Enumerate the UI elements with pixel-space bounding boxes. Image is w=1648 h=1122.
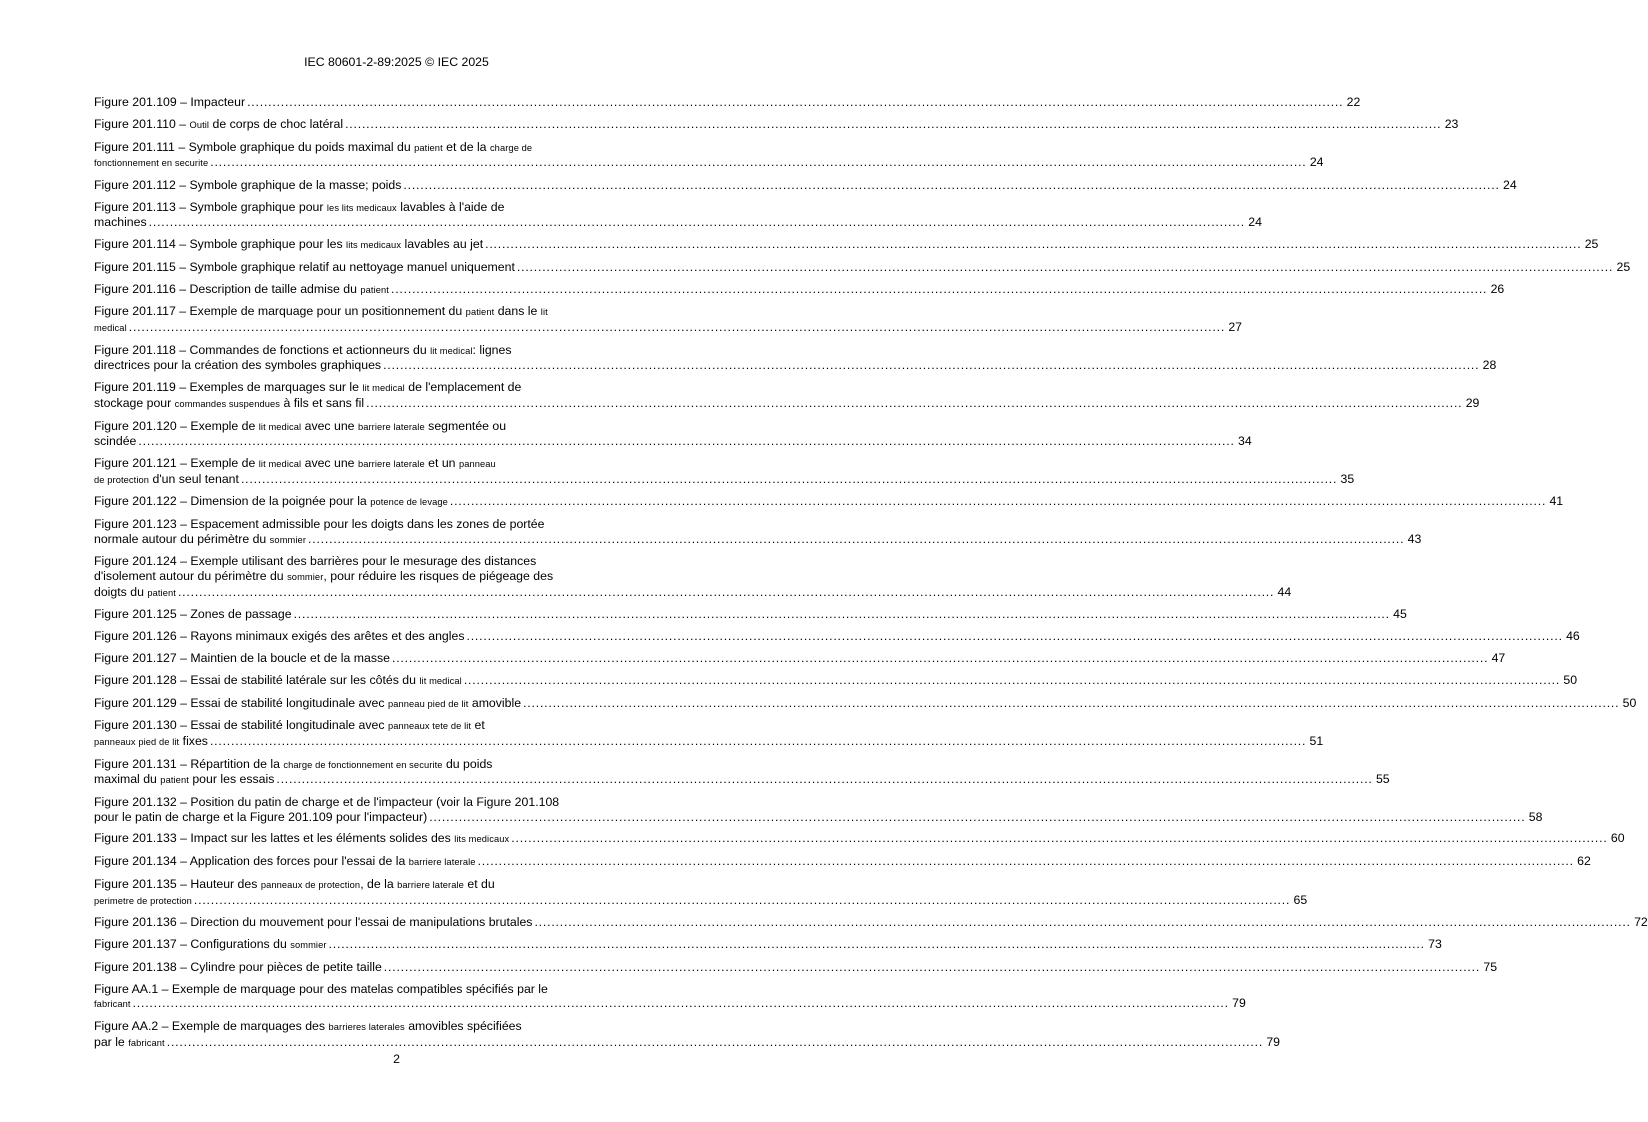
toc-entry[interactable] [94, 95, 1361, 110]
toc-entry[interactable] [94, 854, 1591, 870]
entry-text: Figure 201.136 – Direction du mouvement pour l'essai de manipulations brutales [94, 915, 533, 930]
dot-leader: .................................................................................................................................................................................................................................................................... [148, 215, 1245, 230]
page-ref: 46 [1566, 629, 1580, 644]
defined-term: perimetre de protection [94, 895, 192, 906]
page-ref: 22 [1346, 95, 1361, 109]
toc-entry[interactable] [94, 795, 1543, 824]
defined-term: sommier [287, 572, 324, 583]
page-ref: 50 [1622, 695, 1637, 710]
page-ref: 45 [1393, 607, 1407, 622]
toc-entry[interactable] [94, 877, 1308, 908]
entry-text: Figure 201.128 – Essai de stabilité latérale sur les côtés du [94, 672, 420, 687]
defined-term: lit medical [362, 383, 405, 394]
page-ref: 62 [1577, 854, 1591, 869]
entry-text: , pour réduire les risques de piégeage des [323, 569, 554, 584]
page-ref: 47 [1491, 651, 1506, 665]
toc-entry[interactable] [94, 1019, 1281, 1050]
defined-term: sommier [269, 534, 307, 545]
entry-text: Figure 201.119 – Exemples de marquages sur le [94, 380, 363, 395]
entry-text: Figure 201.109 – Impacteur [94, 95, 246, 109]
entry-text: Figure 201.138 – Cylindre pour pièces de petite taille [94, 959, 382, 974]
dot-leader: .................................................................................................................................................................................................................................................................... [247, 95, 1344, 109]
page-ref: 72 [1634, 915, 1648, 930]
page-ref: 51 [1309, 733, 1324, 748]
page-ref: 79 [1232, 996, 1246, 1011]
defined-term: barriere laterale [408, 857, 476, 868]
toc-entry[interactable] [94, 554, 1292, 600]
defined-term: barriere laterale [397, 880, 464, 891]
entry-text: avec une [301, 418, 358, 433]
toc-entry[interactable] [94, 517, 1422, 547]
toc-entry[interactable] [94, 695, 1637, 712]
toc-entry[interactable] [94, 259, 1631, 275]
entry-text: à fils et sans fil [280, 395, 365, 410]
entry-text: Figure 201.126 – Rayons minimaux exigés des arêtes et des angles [94, 629, 465, 644]
defined-term: patient [160, 775, 189, 786]
entry-text: : lignes [472, 342, 512, 357]
page-ref: 60 [1610, 831, 1625, 846]
dot-leader: .................................................................................................................................................................................................................................................................... [276, 772, 1373, 787]
defined-term: les lits medicaux [326, 202, 397, 213]
entry-text: Figure 201.123 – Espacement admissible pour les doigts dans les zones de portée [94, 517, 545, 532]
entry-text: segmentée ou [424, 418, 507, 433]
defined-term: panneaux tete de lit [387, 721, 472, 732]
entry-text: Figure 201.132 – Position du patin de charge et de l'impacteur (voir la Figure 201.108 [94, 795, 560, 810]
entry-text: Figure 201.111 – Symbole graphique du poids maximal du [94, 139, 415, 154]
defined-term: fonctionnement en securite [94, 158, 209, 169]
toc-entry[interactable] [94, 199, 1262, 230]
entry-text: doigts du [94, 584, 148, 599]
page-ref: 26 [1490, 281, 1505, 296]
entry-text: pour les essais [188, 772, 275, 787]
entry-text: lavables à l'aide de [396, 199, 505, 214]
entry-text: scindée [94, 434, 137, 449]
entry-text: lavables au jet [401, 237, 484, 252]
entry-text: dans le [494, 304, 541, 319]
toc-entry[interactable] [94, 937, 1442, 953]
defined-term: patient [414, 142, 443, 153]
dot-leader: .................................................................................................................................................................................................................................................................... [308, 531, 1405, 546]
page-ref: 24 [1309, 155, 1324, 170]
page-ref: 41 [1549, 494, 1564, 509]
entry-text: de corps de choc latéral [209, 116, 344, 131]
entry-text: et de la [442, 139, 490, 154]
defined-term: lit medical [258, 458, 302, 469]
defined-term: Outil [189, 119, 210, 130]
defined-term: panneau pied de lit [387, 698, 469, 709]
entry-text: Figure 201.114 – Symbole graphique pour les [94, 237, 347, 252]
entry-text: Figure AA.2 – Exemple de marquages des [94, 1019, 329, 1034]
page-ref: 55 [1375, 772, 1390, 787]
entry-text: directrices pour la création des symboles graphiques [94, 358, 382, 373]
entry-text: Figure 201.112 – Symbole graphique de la masse; poids [94, 177, 402, 192]
defined-term: panneau [458, 458, 496, 469]
dot-leader: .................................................................................................................................................................................................................................................................... [383, 358, 1480, 373]
defined-term: fabricant [94, 999, 131, 1010]
defined-term: lits medicaux [454, 834, 510, 845]
dot-leader: .................................................................................................................................................................................................................................................................... [392, 651, 1489, 665]
dot-leader: .................................................................................................................................................................................................................................................................... [516, 259, 1614, 274]
dot-leader: .................................................................................................................................................................................................................................................................... [477, 854, 1574, 869]
defined-term: patient [360, 284, 389, 295]
toc-entry[interactable] [94, 756, 1390, 788]
dot-leader: .................................................................................................................................................................................................................................................................... [403, 177, 1500, 192]
toc-entry[interactable] [94, 494, 1564, 510]
entry-text: du poids [442, 756, 493, 771]
dot-leader: .................................................................................................................................................................................................................................................................... [293, 607, 1390, 622]
entry-text: Figure 201.115 – Symbole graphique relatif au nettoyage manuel uniquement [94, 259, 515, 274]
entry-text: Figure 201.129 – Essai de stabilité longitudinale avec [94, 695, 388, 710]
entry-text: et du [463, 877, 495, 892]
toc-entry[interactable] [94, 342, 1497, 373]
page-ref: 24 [1248, 215, 1262, 230]
dot-leader: .................................................................................................................................................................................................................................................................... [383, 959, 1481, 974]
dot-leader: .................................................................................................................................................................................................................................................................... [166, 1034, 1264, 1049]
entry-text: Figure 201.121 – Exemple de [94, 455, 259, 470]
list-of-figures [94, 95, 1648, 1058]
entry-text: Figure 201.133 – Impact sur les lattes et les éléments solides des [94, 831, 455, 846]
toc-entry[interactable] [94, 116, 1459, 133]
toc-entry[interactable] [94, 981, 1246, 1012]
toc-entry[interactable] [94, 915, 1648, 930]
entry-text: de l'emplacement de [404, 380, 522, 395]
toc-entry[interactable] [94, 380, 1480, 411]
toc-entry[interactable] [94, 304, 1243, 335]
toc-entry[interactable] [94, 139, 1324, 171]
entry-text: normale autour du périmètre du [94, 531, 270, 546]
defined-term: lits medicaux [346, 240, 402, 251]
entry-text: Figure 201.127 – Maintien de la boucle et de la masse [94, 651, 390, 665]
entry-text: Figure 201.137 – Configurations du [94, 937, 291, 952]
dot-leader: .................................................................................................................................................................................................................................................................... [511, 831, 1608, 846]
dot-leader: .................................................................................................................................................................................................................................................................... [534, 915, 1631, 930]
page-ref: 25 [1616, 259, 1631, 274]
entry-text: Figure 201.131 – Répartition de la [94, 756, 284, 771]
page-ref: 65 [1293, 892, 1308, 907]
dot-leader: .................................................................................................................................................................................................................................................................... [523, 695, 1620, 710]
entry-text: Figure 201.117 – Exemple de marquage pour un positionnement du [94, 304, 466, 319]
defined-term: lit medical [258, 421, 302, 432]
dot-leader: .................................................................................................................................................................................................................................................................... [390, 281, 1488, 296]
defined-term: potence de levage [370, 497, 448, 508]
entry-text: Figure 201.130 – Essai de stabilité longitudinale avec [94, 718, 388, 733]
entry-text: Figure 201.124 – Exemple utilisant des barrières pour le mesurage des distances [94, 554, 537, 569]
entry-text: Figure 201.118 – Commandes de fonctions et actionneurs du [94, 342, 431, 357]
entry-text: stockage pour [94, 395, 175, 410]
defined-term: barrieres laterales [328, 1022, 405, 1033]
toc-entry[interactable] [94, 177, 1517, 193]
dot-leader: .................................................................................................................................................................................................................................................................... [132, 996, 1229, 1011]
entry-text: Figure 201.135 – Hauteur des [94, 877, 261, 892]
dot-leader: .................................................................................................................................................................................................................................................................... [210, 155, 1307, 170]
defined-term: panneaux pied de lit [94, 736, 180, 747]
defined-term: barriere laterale [357, 421, 425, 432]
page-ref: 44 [1277, 584, 1292, 599]
dot-leader: .................................................................................................................................................................................................................................................................... [429, 809, 1526, 824]
page-ref: 58 [1528, 809, 1543, 824]
page-ref: 73 [1428, 937, 1442, 952]
page-ref: 23 [1444, 116, 1459, 131]
entry-text: machines [94, 215, 147, 230]
entry-text: Figure 201.110 – [94, 116, 190, 131]
defined-term: lit medical [430, 345, 473, 356]
entry-text: par le [94, 1034, 129, 1049]
dot-leader: .................................................................................................................................................................................................................................................................... [128, 320, 1226, 335]
page-ref: 79 [1266, 1034, 1281, 1049]
defined-term: charge de fonctionnement en securite [283, 759, 443, 770]
dot-leader: .................................................................................................................................................................................................................................................................... [209, 733, 1307, 748]
toc-entry[interactable] [94, 418, 1252, 449]
toc-entry[interactable] [94, 281, 1505, 298]
defined-term: commandes suspendues [174, 398, 281, 409]
entry-text: et un [424, 455, 459, 470]
defined-term: lit medical [419, 675, 462, 686]
dot-leader: .................................................................................................................................................................................................................................................................... [466, 629, 1563, 644]
entry-text: Figure 201.116 – Description de taille admise du [94, 281, 361, 296]
page-ref: 34 [1237, 434, 1252, 449]
entry-text: fixes [179, 733, 208, 748]
entry-text: Figure 201.122 – Dimension de la poignée pour la [94, 494, 371, 509]
toc-entry[interactable] [94, 831, 1625, 847]
entry-text: Figure AA.1 – Exemple de marquage pour des matelas compatibles spécifiés par le [94, 981, 548, 996]
defined-term: lit [540, 307, 548, 318]
entry-text: Figure 201.134 – Application des forces pour l'essai de la [94, 854, 409, 869]
entry-text: Figure 201.125 – Zones de passage [94, 607, 292, 622]
defined-term: charge de [489, 142, 533, 153]
defined-term: sommier [290, 940, 327, 951]
entry-text: amovible [468, 695, 522, 710]
entry-text: et [471, 718, 485, 733]
toc-entry[interactable] [94, 672, 1578, 689]
entry-text: d'un seul tenant [149, 471, 239, 486]
toc-entry[interactable] [94, 629, 1580, 644]
defined-term: patient [147, 587, 176, 598]
defined-term: patient [465, 307, 495, 318]
page-ref: 43 [1407, 531, 1422, 546]
page-ref: 35 [1340, 471, 1355, 486]
toc-entry[interactable] [94, 455, 1355, 487]
dot-leader: .................................................................................................................................................................................................................................................................... [485, 237, 1582, 252]
toc-entry[interactable] [94, 651, 1506, 666]
entry-text: pour le patin de charge et la Figure 201.109 pour l'impacteur) [94, 809, 428, 824]
defined-term: medical [94, 323, 127, 334]
dot-leader: .................................................................................................................................................................................................................................................................... [449, 494, 1547, 509]
page-ref: 28 [1482, 358, 1497, 373]
page-header: IEC 80601-2-89:2025 © IEC 2025 [304, 55, 489, 69]
defined-term: fabricant [128, 1037, 165, 1048]
toc-entry[interactable] [94, 607, 1407, 622]
page-ref: 27 [1228, 320, 1243, 335]
entry-text: amovibles spécifiées [404, 1019, 522, 1034]
dot-leader: .................................................................................................................................................................................................................................................................... [345, 116, 1442, 131]
toc-entry[interactable] [94, 718, 1324, 749]
dot-leader: .................................................................................................................................................................................................................................................................... [366, 395, 1463, 410]
dot-leader: .................................................................................................................................................................................................................................................................... [177, 584, 1275, 599]
toc-entry[interactable] [94, 959, 1498, 975]
dot-leader: .................................................................................................................................................................................................................................................................... [193, 892, 1291, 907]
entry-text: d'isolement autour du périmètre du [94, 569, 288, 584]
dot-leader: .................................................................................................................................................................................................................................................................... [328, 937, 1425, 952]
page-ref: 29 [1465, 395, 1480, 410]
entry-text: maximal du [94, 772, 161, 787]
entry-text: Figure 201.120 – Exemple de [94, 418, 259, 433]
dot-leader: .................................................................................................................................................................................................................................................................... [240, 471, 1338, 486]
page-ref: 25 [1584, 237, 1599, 252]
page-ref: 50 [1563, 672, 1578, 687]
page-number: 2 [393, 1052, 400, 1066]
page-ref: 24 [1502, 177, 1517, 192]
entry-text: avec une [301, 455, 358, 470]
defined-term: barriere laterale [357, 458, 425, 469]
page-ref: 75 [1483, 959, 1498, 974]
toc-entry[interactable] [94, 237, 1599, 253]
defined-term: de protection [94, 474, 150, 485]
entry-text: Figure 201.113 – Symbole graphique pour [94, 199, 327, 214]
dot-leader: .................................................................................................................................................................................................................................................................... [138, 434, 1235, 449]
defined-term: panneaux de protection [260, 880, 361, 891]
dot-leader: .................................................................................................................................................................................................................................................................... [463, 672, 1561, 687]
entry-text: , de la [360, 877, 398, 892]
